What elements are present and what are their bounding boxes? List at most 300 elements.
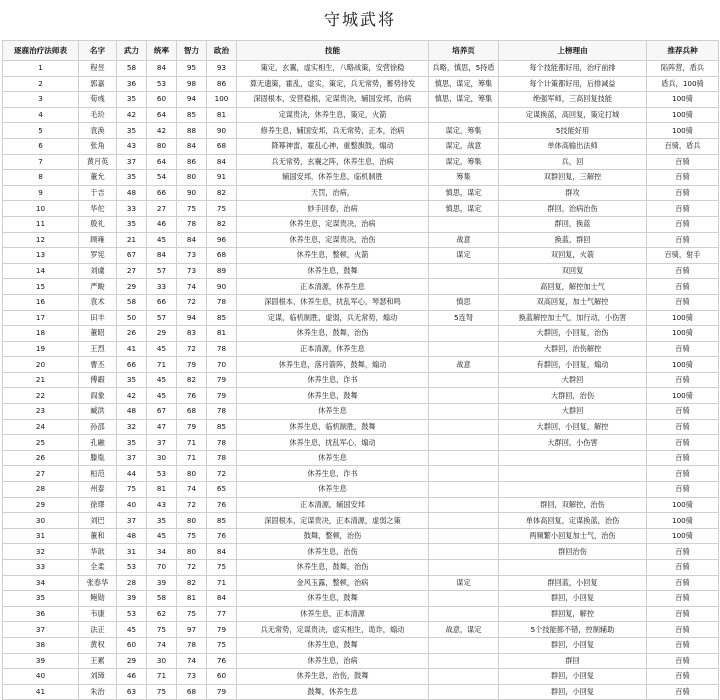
cell-troop: 百骑: [647, 170, 719, 186]
cell-force: 67: [117, 248, 147, 264]
cell-name: 郭嘉: [79, 76, 117, 92]
cell-force: 29: [117, 279, 147, 295]
cell-name: 华佗: [79, 201, 117, 217]
cell-reason: 5技能好用: [499, 123, 647, 139]
cell-index: 8: [3, 170, 79, 186]
cell-reason: 群回，双解控，治伤: [499, 497, 647, 513]
cell-reason: 大群回，小回复，解控: [499, 419, 647, 435]
header-category: 逐鹿治疗法师表: [3, 41, 79, 61]
cell-skills: 鼓舞，休养生息: [237, 684, 429, 700]
cell-intellect: 74: [177, 279, 207, 295]
cell-force: 45: [117, 622, 147, 638]
cell-name: 曹丕: [79, 357, 117, 373]
cell-index: 4: [3, 107, 79, 123]
cell-name: 刘巴: [79, 513, 117, 529]
cell-force: 21: [117, 232, 147, 248]
cell-training: [429, 216, 499, 232]
table-row: [3, 669, 719, 685]
cell-index: 36: [3, 606, 79, 622]
cell-politics: 79: [207, 622, 237, 638]
cell-name: 董和: [79, 528, 117, 544]
table-row: [3, 482, 719, 498]
cell-intellect: 90: [177, 185, 207, 201]
cell-skills: 休养生息，临机制胜，鼓舞: [237, 419, 429, 435]
table-row: [3, 123, 719, 139]
cell-politics: 96: [207, 232, 237, 248]
cell-name: 顾雍: [79, 232, 117, 248]
table-row: [3, 404, 719, 420]
cell-skills: 策定，玄翼，虚实相生，八略战策，安营徐稳: [237, 61, 429, 77]
cell-name: 华歆: [79, 544, 117, 560]
cell-troop: 100骑: [647, 92, 719, 108]
cell-name: 徐璆: [79, 497, 117, 513]
cell-training: [429, 279, 499, 295]
cell-troop: 百骑: [647, 154, 719, 170]
cell-force: 29: [117, 653, 147, 669]
cell-training: [429, 388, 499, 404]
cell-politics: 90: [207, 279, 237, 295]
cell-training: [429, 372, 499, 388]
cell-training: [429, 107, 499, 123]
cell-command: 53: [147, 76, 177, 92]
cell-force: 44: [117, 466, 147, 482]
cell-index: 20: [3, 357, 79, 373]
cell-command: 54: [147, 170, 177, 186]
cell-politics: 82: [207, 185, 237, 201]
cell-skills: 休养生息，定谋贵决，治伤: [237, 232, 429, 248]
cell-command: 84: [147, 61, 177, 77]
cell-index: 1: [3, 61, 79, 77]
cell-training: 筹集: [429, 170, 499, 186]
cell-reason: 大群回，治伤: [499, 388, 647, 404]
cell-command: 35: [147, 513, 177, 529]
cell-command: 46: [147, 216, 177, 232]
cell-force: 58: [117, 294, 147, 310]
cell-troop: 百骑: [647, 232, 719, 248]
cell-troop: 百骑: [647, 606, 719, 622]
cell-reason: 双回复: [499, 263, 647, 279]
cell-name: 毛玠: [79, 107, 117, 123]
cell-command: 29: [147, 326, 177, 342]
cell-skills: 算无遗策，霍乱，虚实，策定，兵无常势，蓄势待发: [237, 76, 429, 92]
cell-reason: 兵，回: [499, 154, 647, 170]
cell-index: 32: [3, 544, 79, 560]
cell-training: 战意，谋定: [429, 622, 499, 638]
cell-force: 42: [117, 388, 147, 404]
table-row: [3, 263, 719, 279]
cell-intellect: 85: [177, 107, 207, 123]
cell-intellect: 80: [177, 170, 207, 186]
table-row: [3, 310, 719, 326]
cell-reason: [499, 450, 647, 466]
cell-force: 26: [117, 326, 147, 342]
cell-politics: 79: [207, 372, 237, 388]
cell-skills: 休养生息，治病: [237, 653, 429, 669]
cell-command: 37: [147, 435, 177, 451]
cell-reason: 换蓝解控加士气，加行动，小伤害: [499, 310, 647, 326]
table-row: [3, 326, 719, 342]
cell-force: 35: [117, 92, 147, 108]
cell-skills: 休养生息，诈书: [237, 466, 429, 482]
header-command: 统率: [147, 41, 177, 61]
header-reason: 上榜理由: [499, 41, 647, 61]
cell-command: 64: [147, 107, 177, 123]
cell-skills: 休养生息，落月箭阵，鼓舞，煽动: [237, 357, 429, 373]
cell-training: [429, 263, 499, 279]
cell-reason: 大群回，小伤害: [499, 435, 647, 451]
cell-name: 刘璋: [79, 669, 117, 685]
cell-training: [429, 684, 499, 700]
cell-skills: 修养生息，辅国安邦，兵无常势，正本，治病: [237, 123, 429, 139]
cell-index: 3: [3, 92, 79, 108]
cell-training: [429, 404, 499, 420]
cell-skills: 天罚，治病，: [237, 185, 429, 201]
cell-intellect: 82: [177, 372, 207, 388]
cell-reason: 换蓝，群回: [499, 232, 647, 248]
cell-name: 滕胤: [79, 450, 117, 466]
cell-reason: 每个计策都好用，后排减益: [499, 76, 647, 92]
general-table: [2, 40, 719, 700]
cell-troop: 百骑: [647, 544, 719, 560]
cell-skills: 休养生息，鼓舞，治伤: [237, 326, 429, 342]
cell-skills: 兵无常势，定谋贵决，虚实相生，诡诈，煽动: [237, 622, 429, 638]
cell-intellect: 80: [177, 466, 207, 482]
cell-politics: 78: [207, 341, 237, 357]
cell-troop: 百骑: [647, 404, 719, 420]
cell-command: 75: [147, 622, 177, 638]
cell-skills: 休养生息，整顿，火箭: [237, 248, 429, 264]
cell-intellect: 72: [177, 560, 207, 576]
cell-index: 29: [3, 497, 79, 513]
cell-intellect: 97: [177, 622, 207, 638]
cell-name: 刘虞: [79, 263, 117, 279]
cell-troop: 盾兵，100骑: [647, 76, 719, 92]
cell-reason: 两频繁小回复加士气，治伤: [499, 528, 647, 544]
cell-skills: 正本清源，辅国安邦: [237, 497, 429, 513]
cell-reason: 大群回: [499, 372, 647, 388]
cell-training: [429, 450, 499, 466]
cell-reason: 群回蓝，小回复: [499, 575, 647, 591]
cell-training: [429, 653, 499, 669]
cell-politics: 84: [207, 154, 237, 170]
cell-reason: 双回复，火箭: [499, 248, 647, 264]
cell-training: [429, 606, 499, 622]
cell-skills: 深固根本，定谋贵决，正本清源，虚弱之策: [237, 513, 429, 529]
cell-reason: 群攻: [499, 185, 647, 201]
cell-troop: 百骑: [647, 341, 719, 357]
cell-training: 谋定，筹集: [429, 123, 499, 139]
cell-name: 朱治: [79, 684, 117, 700]
cell-troop: 百骑: [647, 294, 719, 310]
table-row: [3, 248, 719, 264]
table-row: [3, 466, 719, 482]
cell-troop: 百骑: [647, 653, 719, 669]
cell-politics: 65: [207, 482, 237, 498]
cell-reason: 群回复，解控: [499, 606, 647, 622]
cell-politics: 76: [207, 497, 237, 513]
cell-command: 43: [147, 497, 177, 513]
cell-name: 阎象: [79, 388, 117, 404]
cell-intellect: 83: [177, 326, 207, 342]
cell-command: 27: [147, 201, 177, 217]
cell-reason: 大群回，治伤解控: [499, 341, 647, 357]
table-row: [3, 279, 719, 295]
cell-skills: 定谋贵决，休养生息，策定，火箭: [237, 107, 429, 123]
cell-force: 53: [117, 606, 147, 622]
cell-intellect: 76: [177, 388, 207, 404]
cell-troop: 百骑: [647, 466, 719, 482]
cell-reason: 高回复，解控加士气: [499, 279, 647, 295]
cell-force: 33: [117, 201, 147, 217]
cell-command: 45: [147, 232, 177, 248]
cell-name: 袁术: [79, 294, 117, 310]
cell-politics: 85: [207, 310, 237, 326]
cell-politics: 81: [207, 326, 237, 342]
cell-politics: 75: [207, 637, 237, 653]
table-row: [3, 341, 719, 357]
table-row: [3, 232, 719, 248]
cell-skills: 休养生息，鼓舞: [237, 388, 429, 404]
cell-force: 35: [117, 372, 147, 388]
cell-troop: 陷阵营，盾兵: [647, 61, 719, 77]
cell-index: 22: [3, 388, 79, 404]
cell-training: 谋定: [429, 575, 499, 591]
cell-command: 62: [147, 606, 177, 622]
cell-index: 35: [3, 591, 79, 607]
cell-training: [429, 637, 499, 653]
cell-politics: 90: [207, 123, 237, 139]
cell-index: 11: [3, 216, 79, 232]
table-row: [3, 294, 719, 310]
cell-troop: 百骑: [647, 669, 719, 685]
table-row: [3, 185, 719, 201]
cell-force: 75: [117, 482, 147, 498]
cell-training: [429, 560, 499, 576]
cell-name: 张角: [79, 138, 117, 154]
cell-training: 战意: [429, 232, 499, 248]
cell-troop: 100骑: [647, 107, 719, 123]
cell-name: 袁涣: [79, 123, 117, 139]
cell-index: 34: [3, 575, 79, 591]
cell-troop: 百骑: [647, 419, 719, 435]
cell-force: 37: [117, 513, 147, 529]
cell-index: 25: [3, 435, 79, 451]
cell-training: [429, 513, 499, 529]
cell-reason: 大群回，小回复，治伤: [499, 326, 647, 342]
table-row: [3, 497, 719, 513]
cell-index: 2: [3, 76, 79, 92]
cell-politics: 84: [207, 544, 237, 560]
cell-index: 7: [3, 154, 79, 170]
cell-force: 28: [117, 575, 147, 591]
page-title: 守城武将: [323, 10, 396, 29]
table-row: [3, 513, 719, 529]
cell-reason: 双高回复，加士气解控: [499, 294, 647, 310]
cell-training: [429, 419, 499, 435]
cell-command: 81: [147, 482, 177, 498]
cell-skills: 休养生息: [237, 450, 429, 466]
cell-force: 41: [117, 341, 147, 357]
table-row: [3, 622, 719, 638]
cell-force: 48: [117, 185, 147, 201]
cell-training: 战意: [429, 357, 499, 373]
cell-command: 70: [147, 560, 177, 576]
cell-force: 40: [117, 497, 147, 513]
table-row: [3, 653, 719, 669]
cell-reason: 群回，小回复: [499, 669, 647, 685]
cell-politics: 72: [207, 466, 237, 482]
cell-troop: 100骑: [647, 513, 719, 529]
cell-politics: 89: [207, 263, 237, 279]
cell-politics: 78: [207, 294, 237, 310]
cell-training: [429, 591, 499, 607]
cell-force: 32: [117, 419, 147, 435]
table-row: [3, 61, 719, 77]
header-intellect: 智力: [177, 41, 207, 61]
table-row: [3, 357, 719, 373]
cell-training: [429, 466, 499, 482]
cell-skills: 深固根本，安营稳根，定谋贵决，辅国安邦，治病: [237, 92, 429, 108]
cell-index: 19: [3, 341, 79, 357]
cell-troop: 百骑，射手: [647, 248, 719, 264]
cell-politics: 77: [207, 606, 237, 622]
cell-politics: 78: [207, 450, 237, 466]
cell-command: 71: [147, 669, 177, 685]
table-row: [3, 216, 719, 232]
table-row: [3, 107, 719, 123]
cell-name: 孙邵: [79, 419, 117, 435]
cell-force: 35: [117, 170, 147, 186]
cell-index: 33: [3, 560, 79, 576]
cell-index: 10: [3, 201, 79, 217]
cell-command: 45: [147, 528, 177, 544]
cell-troop: 百骑: [647, 185, 719, 201]
cell-command: 47: [147, 419, 177, 435]
cell-force: 46: [117, 669, 147, 685]
cell-index: 40: [3, 669, 79, 685]
cell-force: 66: [117, 357, 147, 373]
cell-politics: 68: [207, 248, 237, 264]
cell-reason: 单体高回复，定谋换蓝，治伤: [499, 513, 647, 529]
cell-troop: 百骑: [647, 482, 719, 498]
table-row: [3, 560, 719, 576]
cell-name: 董允: [79, 170, 117, 186]
cell-troop: 百骑，盾兵: [647, 138, 719, 154]
cell-force: 35: [117, 435, 147, 451]
table-row: [3, 606, 719, 622]
cell-reason: 5个技能都不错，控制辅助: [499, 622, 647, 638]
cell-index: 37: [3, 622, 79, 638]
cell-intellect: 68: [177, 684, 207, 700]
cell-skills: 休养生息，扰乱军心，煽动: [237, 435, 429, 451]
cell-force: 37: [117, 154, 147, 170]
cell-command: 64: [147, 154, 177, 170]
cell-name: 桓范: [79, 466, 117, 482]
table-row: [3, 591, 719, 607]
cell-force: 48: [117, 528, 147, 544]
cell-politics: 70: [207, 357, 237, 373]
cell-troop: 百骑: [647, 450, 719, 466]
cell-politics: 75: [207, 560, 237, 576]
cell-troop: 百骑: [647, 263, 719, 279]
cell-name: 王烈: [79, 341, 117, 357]
cell-reason: 群回，换蓝: [499, 216, 647, 232]
cell-troop: 百骑: [647, 591, 719, 607]
cell-politics: 79: [207, 388, 237, 404]
cell-force: 35: [117, 123, 147, 139]
cell-skills: 正本清源，休养生息: [237, 341, 429, 357]
cell-name: 傅嘏: [79, 372, 117, 388]
cell-reason: 群回: [499, 653, 647, 669]
cell-index: 30: [3, 513, 79, 529]
cell-reason: 群回，小回复: [499, 637, 647, 653]
cell-politics: 71: [207, 575, 237, 591]
cell-reason: 群回，小回复: [499, 591, 647, 607]
cell-intellect: 94: [177, 92, 207, 108]
cell-training: [429, 435, 499, 451]
table-row: [3, 435, 719, 451]
cell-politics: 76: [207, 528, 237, 544]
cell-reason: 绝强军师，三高回复技能: [499, 92, 647, 108]
cell-politics: 91: [207, 170, 237, 186]
cell-index: 23: [3, 404, 79, 420]
cell-index: 6: [3, 138, 79, 154]
table-row: [3, 544, 719, 560]
cell-force: 36: [117, 76, 147, 92]
cell-command: 80: [147, 138, 177, 154]
cell-intellect: 79: [177, 419, 207, 435]
cell-intellect: 84: [177, 138, 207, 154]
cell-command: 30: [147, 653, 177, 669]
cell-name: 孔融: [79, 435, 117, 451]
cell-index: 14: [3, 263, 79, 279]
cell-politics: 93: [207, 61, 237, 77]
cell-skills: 休养生息，定谋贵决，治病: [237, 216, 429, 232]
cell-intellect: 82: [177, 575, 207, 591]
cell-command: 45: [147, 388, 177, 404]
cell-command: 34: [147, 544, 177, 560]
cell-intellect: 81: [177, 591, 207, 607]
cell-politics: 75: [207, 201, 237, 217]
table-row: [3, 450, 719, 466]
cell-troop: 100骑: [647, 357, 719, 373]
cell-training: 慎思，谋定: [429, 185, 499, 201]
cell-force: 31: [117, 544, 147, 560]
table-body: [3, 61, 719, 700]
cell-training: 谋定: [429, 248, 499, 264]
cell-reason: 有群回，小回复，煽动: [499, 357, 647, 373]
cell-command: 75: [147, 684, 177, 700]
cell-politics: 100: [207, 92, 237, 108]
header-force: 武力: [117, 41, 147, 61]
cell-name: 全柔: [79, 560, 117, 576]
cell-index: 38: [3, 637, 79, 653]
cell-politics: 78: [207, 404, 237, 420]
table-header-row: [3, 41, 719, 61]
cell-skills: 休养生息，鼓舞，治伤: [237, 560, 429, 576]
cell-troop: 百骑: [647, 372, 719, 388]
cell-training: 兵略，慎思，5持盾: [429, 61, 499, 77]
cell-reason: 单体高输出法师: [499, 138, 647, 154]
cell-intellect: 72: [177, 294, 207, 310]
table-row: [3, 170, 719, 186]
cell-name: 程昱: [79, 61, 117, 77]
cell-reason: [499, 560, 647, 576]
cell-index: 41: [3, 684, 79, 700]
cell-force: 48: [117, 404, 147, 420]
cell-name: 黄权: [79, 637, 117, 653]
header-skills: 技能: [237, 41, 429, 61]
